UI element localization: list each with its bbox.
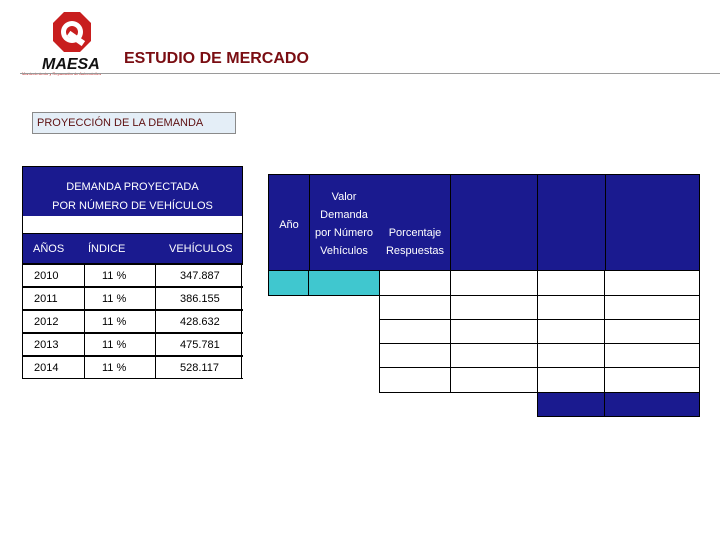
right-table-cell (604, 319, 700, 344)
cell-year: 2013 (34, 339, 59, 351)
logo-tagline: Mantenimiento y Reparación de Automóviles (22, 71, 102, 76)
cell-vehicles: 386.155 (180, 293, 220, 305)
right-table-cell (537, 319, 605, 344)
right-header-vehiculos: Vehículos (320, 245, 368, 257)
left-table-title-line1: DEMANDA PROYECTADA (66, 181, 199, 193)
right-table-cell (379, 270, 451, 296)
header-anos: AÑOS (33, 243, 65, 255)
cell-index: 11 % (102, 339, 127, 351)
right-table-cell (537, 343, 605, 368)
left-table-title (22, 166, 243, 217)
left-table-header-row (22, 233, 243, 264)
right-table-cell (450, 343, 538, 368)
cell-vehicles: 475.781 (180, 339, 220, 351)
left-table-title-line2: POR NÚMERO DE VEHÍCULOS (52, 200, 213, 212)
maesa-logo (22, 8, 142, 80)
table-row (22, 356, 243, 379)
right-table-cell (379, 319, 451, 344)
right-table-cell (604, 295, 700, 320)
page-title: ESTUDIO DE MERCADO (124, 50, 309, 67)
cell-index: 11 % (102, 362, 127, 374)
section-label: PROYECCIÓN DE LA DEMANDA (32, 112, 236, 134)
right-table-cell (268, 270, 309, 296)
svg-text:MAESA: MAESA (42, 56, 100, 73)
cell-year: 2014 (34, 362, 59, 374)
right-table-cell (379, 295, 451, 320)
cell-vehicles: 528.117 (180, 362, 219, 374)
right-table-cell (450, 367, 538, 393)
right-table-cell (604, 367, 700, 393)
cell-index: 11 % (102, 270, 127, 282)
right-header-demanda: Demanda (320, 209, 368, 221)
right-table-cell (537, 367, 605, 393)
right-table-cell (450, 319, 538, 344)
cell-year: 2011 (34, 293, 58, 305)
right-header-por-numero: por Número (314, 227, 374, 239)
right-table-header (268, 174, 700, 271)
cell-vehicles: 347.887 (180, 270, 220, 282)
cell-year: 2012 (34, 316, 59, 328)
right-table-cell (537, 270, 605, 296)
left-table-spacer (22, 216, 243, 233)
table-row (22, 287, 243, 310)
total-cell (537, 392, 605, 417)
right-table-cell (604, 343, 700, 368)
header-vehiculos: VEHÍCULOS (169, 243, 233, 255)
header-indice: ÍNDICE (88, 243, 126, 255)
right-table-cell (379, 343, 451, 368)
cell-index: 11 % (102, 316, 127, 328)
right-header-ano: Año (279, 219, 299, 231)
right-table-cell (308, 270, 380, 296)
right-table-cell (379, 367, 451, 393)
cell-index: 11 % (102, 293, 127, 305)
title-divider (20, 73, 720, 74)
cell-vehicles: 428.632 (180, 316, 220, 328)
table-row (22, 333, 243, 356)
right-table-cell (604, 270, 700, 296)
table-row (22, 264, 243, 287)
cell-year: 2010 (34, 270, 59, 282)
table-row (22, 310, 243, 333)
right-table-cell (450, 295, 538, 320)
right-table-cell (450, 270, 538, 296)
total-cell (604, 392, 700, 417)
right-header-porcentaje: Porcentaje (388, 227, 442, 239)
right-header-valor: Valor (331, 191, 357, 203)
right-header-respuestas: Respuestas (385, 245, 445, 257)
right-table-cell (537, 295, 605, 320)
